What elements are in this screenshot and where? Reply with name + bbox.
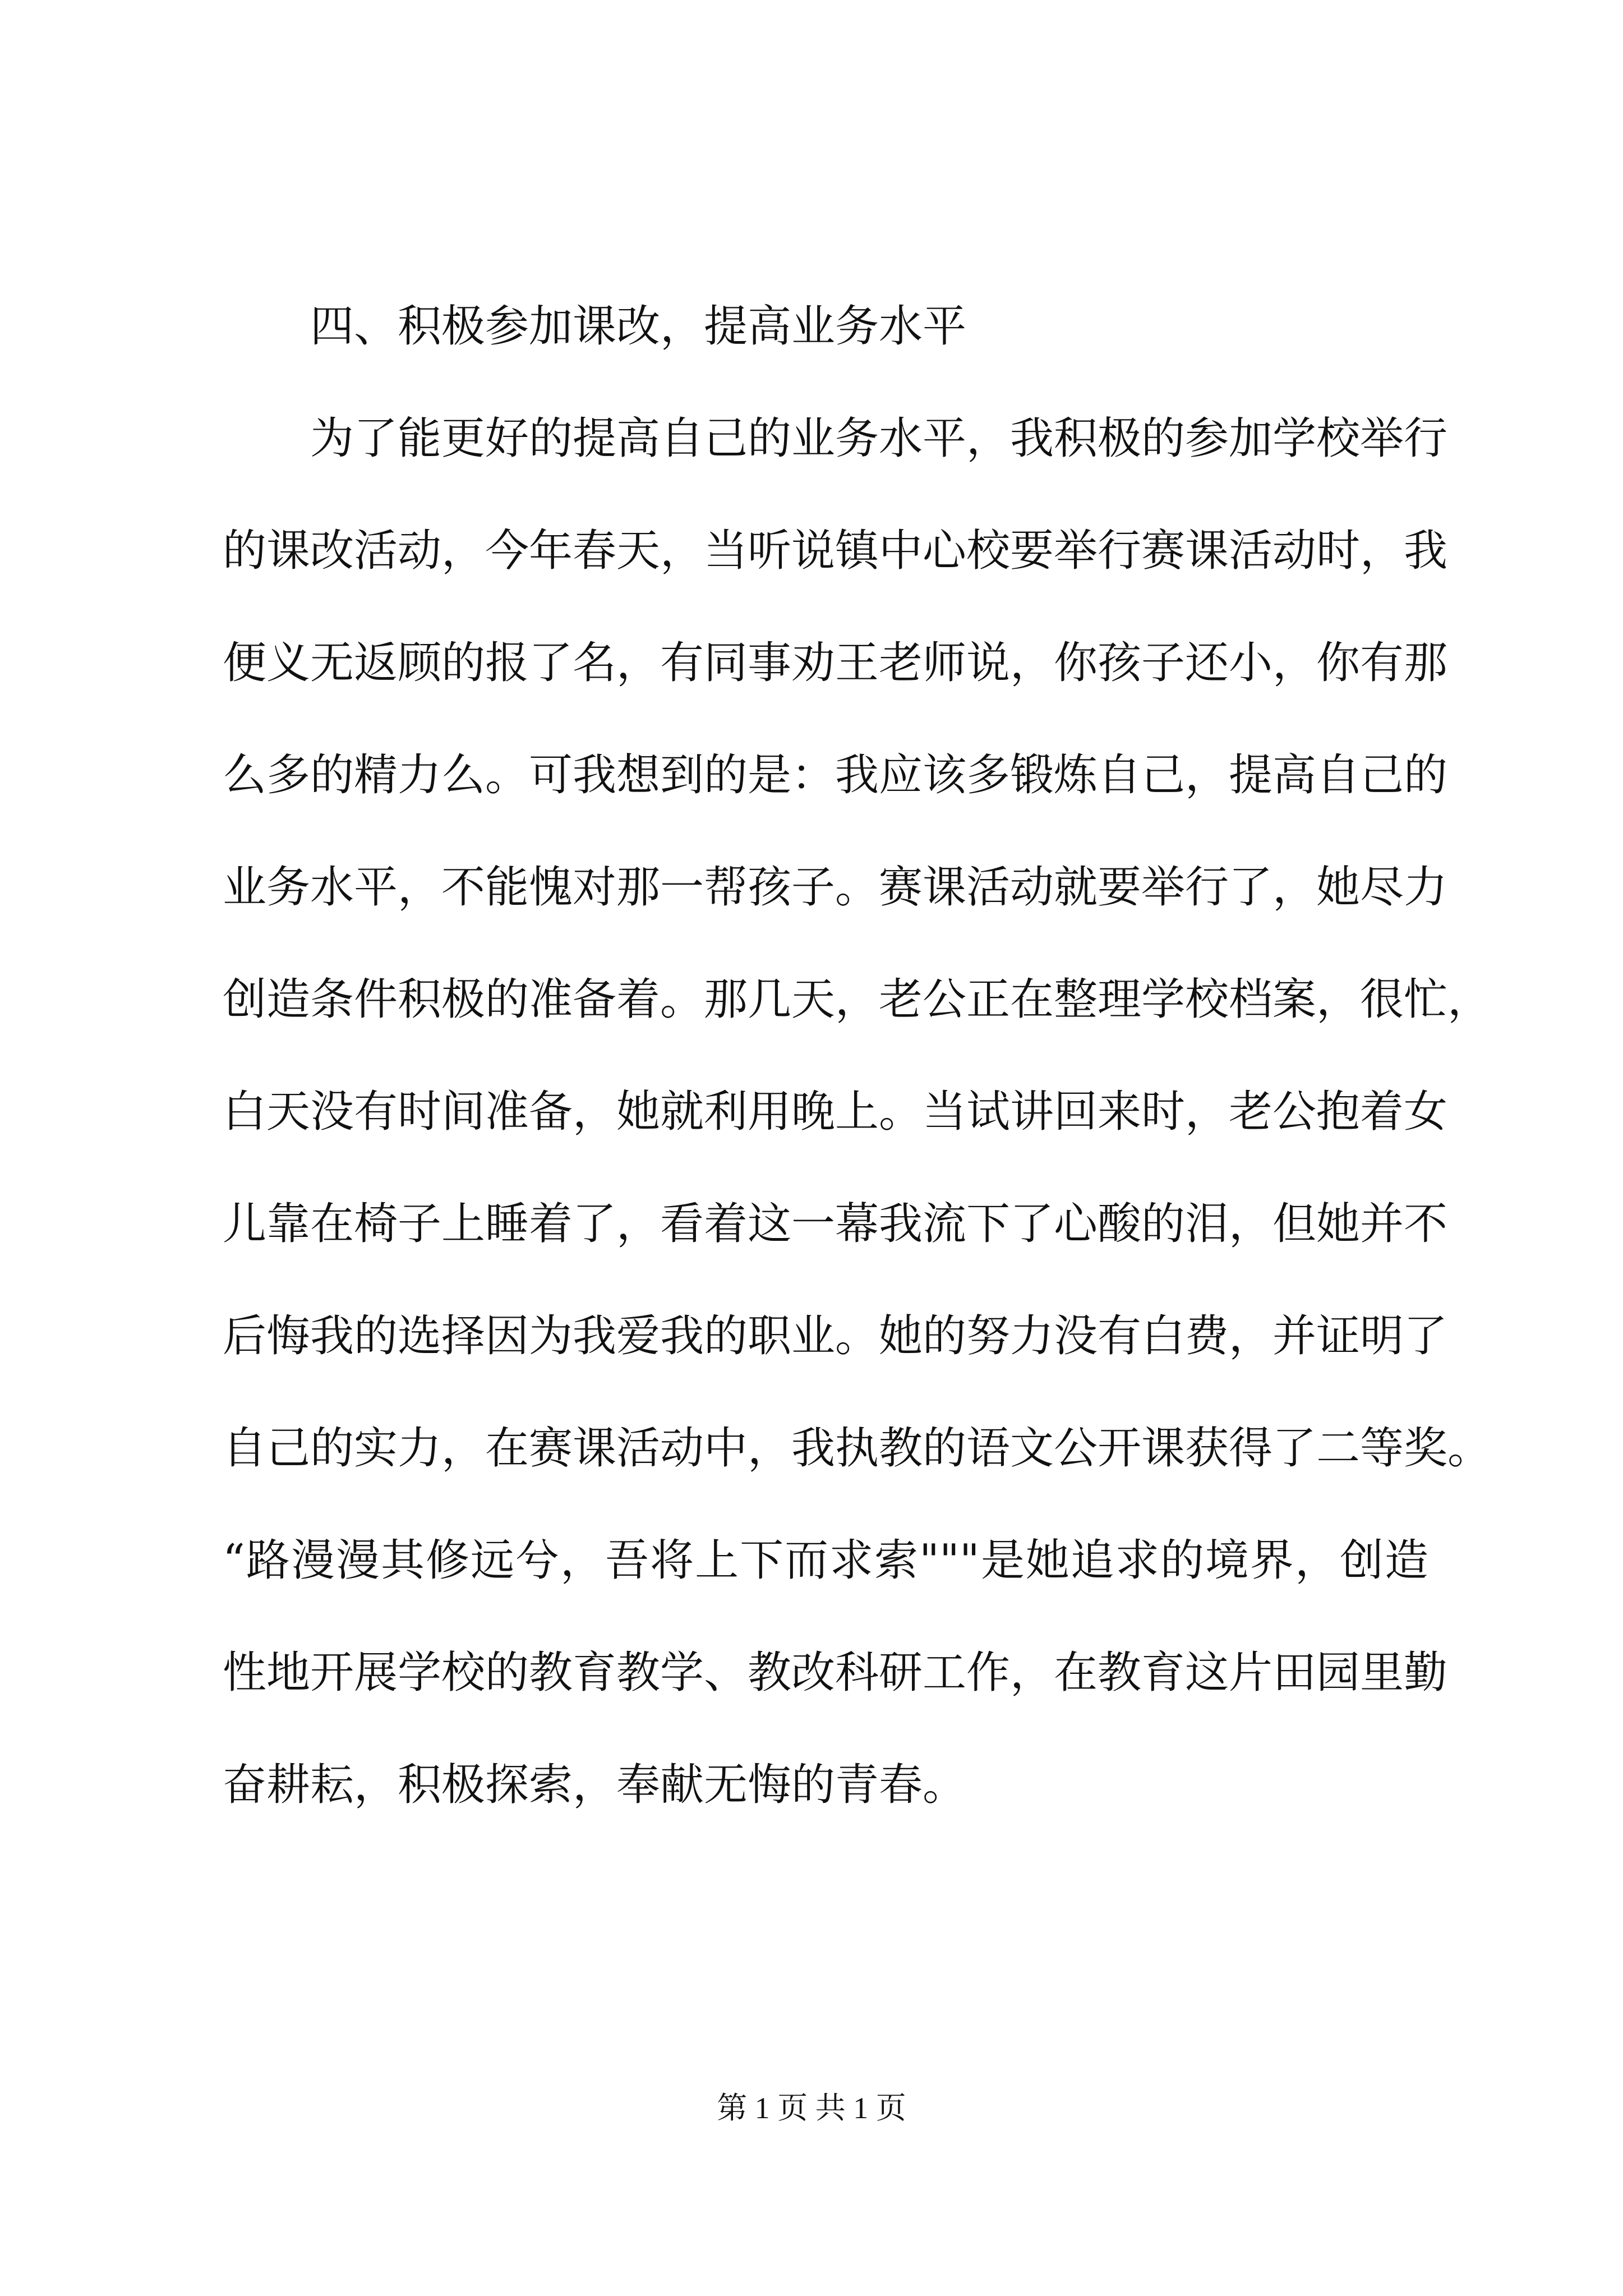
paragraph-line: 儿靠在椅子上睡着了，看着这一幕我流下了心酸的泪，但她并不 <box>223 1199 1448 1249</box>
paragraph-line: 奋耕耘，积极探索，奉献无悔的青春。 <box>223 1760 967 1810</box>
paragraph-line: 白天没有时间准备，她就利用晚上。当试讲回来时，老公抱着女 <box>223 1087 1448 1137</box>
paragraph-line: 的课改活动，今年春天，当听说镇中心校要举行赛课活动时，我 <box>223 526 1448 576</box>
document-body <box>223 270 1492 1841</box>
paragraph-line: “路漫漫其修远兮，吾将上下而求索"""是她追求的境界，创造 <box>223 1535 1428 1586</box>
paragraph-line: 么多的精力么。可我想到的是：我应该多锻炼自己，提高自己的 <box>223 750 1448 800</box>
page-footer <box>0 2086 1623 2131</box>
paragraph-line: 性地开展学校的教育教学、教改科研工作，在教育这片田园里勤 <box>223 1648 1448 1698</box>
page-number-indicator: 第 1 页 共 1 页 <box>717 2091 906 2125</box>
paragraph-line: 自己的实力，在赛课活动中，我执教的语文公开课获得了二等奖。 <box>223 1423 1492 1474</box>
section-heading: 四、积极参加课改，提高业务水平 <box>310 301 967 352</box>
paragraph-line: 为了能更好的提高自己的业务水平，我积极的参加学校举行 <box>310 413 1448 464</box>
paragraph-line: 便义无返顾的报了名，有同事劝王老师说，你孩子还小，你有那 <box>223 638 1448 688</box>
paragraph-line: 业务水平，不能愧对那一帮孩子。赛课活动就要举行了，她尽力 <box>223 862 1448 913</box>
paragraph-line: 后悔我的选择因为我爱我的职业。她的努力没有白费，并证明了 <box>223 1311 1448 1361</box>
paragraph-line: 创造条件积极的准备着。那几天，老公正在整理学校档案，很忙， <box>223 974 1492 1025</box>
